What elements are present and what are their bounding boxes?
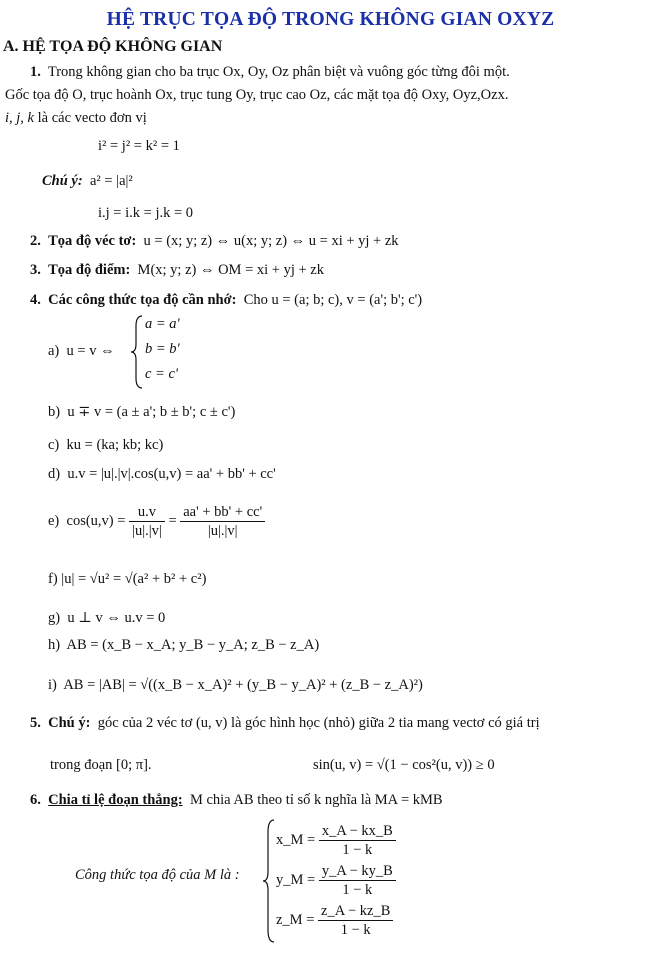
item1-line2: Gốc tọa độ O, trục hoành Ox, trục tung Oy, trục cao Oz, các mặt tọa độ Oxy, Oyz,Ozx.	[5, 87, 509, 103]
item4a	[48, 343, 115, 360]
item4e-num-2: aa' + bb' + cc'	[180, 503, 265, 522]
item4e-num-1: u.v	[129, 503, 165, 522]
item6-case-y-num: y_A − ky_B	[319, 862, 396, 881]
item4-label: Các công thức tọa độ cần nhớ:	[48, 292, 237, 308]
item6-case-x	[276, 822, 396, 859]
item4a-case-2: b = b'	[145, 341, 180, 357]
item6-case-x-lhs: x_M =	[276, 831, 316, 848]
item4h-label: h)	[48, 637, 61, 653]
item4i	[48, 677, 423, 694]
item3-label: Tọa độ điểm:	[48, 262, 131, 278]
item6-case-x-num: x_A − kx_B	[319, 822, 396, 841]
item5-line1	[30, 715, 540, 732]
item5-number: 5.	[30, 715, 41, 731]
item4g-label: g)	[48, 610, 61, 626]
item6-case-z-lhs: z_M =	[276, 911, 315, 928]
item6-case-y-lhs: y_M =	[276, 871, 316, 888]
item4a-brace	[130, 314, 144, 390]
item6-case-z	[276, 902, 393, 939]
item6-case-y	[276, 862, 396, 899]
item6-case-y-fraction	[319, 862, 396, 899]
item6-line	[30, 792, 443, 809]
item4a-label: a)	[48, 343, 60, 359]
item4-line	[30, 292, 422, 309]
note-equation-2: i.j = i.k = j.k = 0	[98, 205, 194, 221]
page-title: HỆ TRỤC TỌA ĐỘ TRONG KHÔNG GIAN OXYZ	[106, 9, 555, 30]
unit-vectors-text: là các vecto đơn vị	[34, 110, 147, 126]
item4b-formula: u ∓ v = (a ± a'; b ± b'; c ± c')	[67, 404, 236, 420]
item4e-equals: =	[168, 512, 177, 529]
item5-label: Chú ý:	[48, 715, 91, 731]
item4g-formula: u ⊥ v ⇔ u.v = 0	[67, 610, 166, 626]
item3-number: 3.	[30, 262, 41, 278]
item4e-fraction-2	[180, 503, 265, 540]
item4e-fraction-1	[129, 503, 165, 540]
item1-line1	[30, 64, 510, 81]
item4f	[48, 571, 206, 588]
item4h	[48, 637, 319, 654]
item2-number: 2.	[30, 233, 41, 249]
item4f-formula: |u| = √u² = √(a² + b² + c²)	[61, 571, 207, 587]
note-line1	[42, 173, 133, 190]
item6-case-z-den: 1 − k	[340, 922, 371, 939]
item6-number: 6.	[30, 792, 41, 808]
item6-case-z-num: z_A − kz_B	[318, 902, 393, 921]
item6-case-z-fraction	[318, 902, 393, 939]
item4c	[48, 437, 163, 454]
item2-formula: u = (x; y; z) ⇔ u(x; y; z) ⇔ u = xi + yj + zk	[143, 233, 399, 249]
item4e-den-1: |u|.|v|	[132, 523, 162, 540]
item5-text1: góc của 2 véc tơ (u, v) là góc hình học (nhỏ) giữa 2 tia mang vectơ có giá trị	[97, 715, 540, 731]
item4i-formula: AB = |AB| = √((x_B − x_A)² + (y_B − y_A)² + (z_B − z_A)²)	[63, 677, 423, 693]
item4b	[48, 404, 235, 421]
item4-number: 4.	[30, 292, 41, 308]
note-label: Chú ý:	[42, 173, 83, 189]
item6-case-x-den: 1 − k	[342, 842, 373, 859]
item4g	[48, 610, 165, 627]
note-equation-1: a² = |a|²	[89, 173, 133, 189]
item4c-formula: ku = (ka; kb; kc)	[66, 437, 164, 453]
item4c-label: c)	[48, 437, 60, 453]
item4-given: Cho u = (a; b; c), v = (a'; b'; c')	[243, 292, 423, 308]
item4d	[48, 466, 276, 483]
item5-text2: trong đoạn [0; π].	[50, 757, 152, 773]
item4e-label: e)	[48, 512, 60, 529]
item2-label: Tọa độ véc tơ:	[48, 233, 137, 249]
item6-case-y-den: 1 − k	[342, 882, 373, 899]
item1-number: 1.	[30, 64, 41, 80]
unit-vector-equation: i² = j² = k² = 1	[98, 138, 180, 154]
item4a-case-3: c = c'	[145, 366, 179, 382]
item1-line3	[5, 110, 147, 127]
item4f-label: f)	[48, 571, 58, 587]
item6-label: Chia tỉ lệ đoạn thẳng:	[48, 792, 183, 808]
item2-line	[30, 233, 399, 250]
item4d-formula: u.v = |u|.|v|.cos(u,v) = aa' + bb' + cc'	[67, 466, 276, 482]
item4e-den-2: |u|.|v|	[207, 523, 238, 540]
item4a-lhs: u = v ⇔	[66, 343, 115, 359]
item4a-case-1: a = a'	[145, 316, 180, 332]
item1-text1: Trong không gian cho ba trục Ox, Oy, Oz phân biệt và vuông góc từng đôi một.	[47, 64, 510, 80]
item6-case-x-fraction	[319, 822, 396, 859]
section-a-heading: A. HỆ TỌA ĐỘ KHÔNG GIAN	[3, 38, 223, 55]
item4b-label: b)	[48, 404, 61, 420]
item6-brace	[262, 818, 276, 944]
item6-coord-label: Công thức tọa độ của M là :	[75, 867, 240, 883]
item6-text: M chia AB theo tỉ số k nghĩa là MA = kMB	[189, 792, 443, 808]
item4i-label: i)	[48, 677, 57, 693]
item3-formula: M(x; y; z) ⇔ OM = xi + yj + zk	[137, 262, 324, 278]
unit-vectors: i, j, k	[5, 110, 34, 126]
item4d-label: d)	[48, 466, 61, 482]
item4h-formula: AB = (x_B − x_A; y_B − y_A; z_B − z_A)	[66, 637, 320, 653]
item5-formula: sin(u, v) = √(1 − cos²(u, v)) ≥ 0	[313, 757, 495, 773]
item3-line	[30, 262, 324, 279]
item4e-lhs: cos(u,v) =	[66, 512, 126, 529]
item4e	[48, 503, 265, 540]
